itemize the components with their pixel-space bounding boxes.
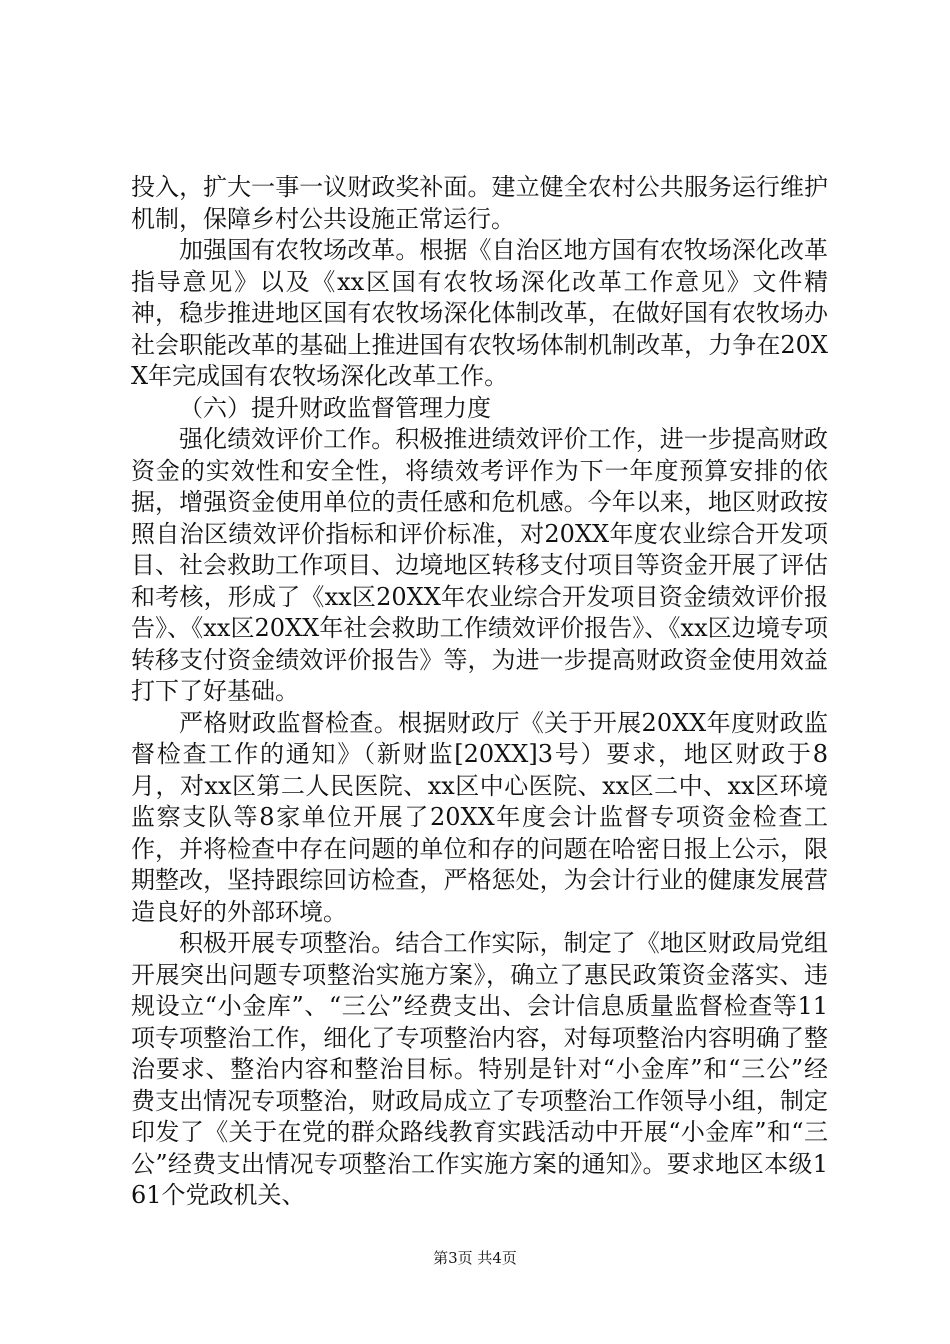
paragraph-farm-reform: 加强国有农牧场改革。根据《自治区地方国有农牧场深化改革指导意见》以及《xx区国有农牧场深化改革工作意见》文件精神，稳步推进地区国有农牧场深化体制改革，在做好国有农牧场办社会职能改革的基础上推进国有农牧场体制机制改革，力争在20XX年完成国有农牧场深化改革工作。 (131, 236, 828, 390)
page-footer: 第3页 共4页 (433, 1249, 517, 1267)
paragraph-performance-evaluation: 强化绩效评价工作。积极推进绩效评价工作，进一步提高财政资金的实效性和安全性，将绩效考评作为下一年度预算安排的依据，增强资金使用单位的责任感和危机感。今年以来，地区财政按照自治区绩效评价指标和评价标准，对20XX年度农业综合开发项目、社会救助工作项目、边境地区转移支付项目等资金开展了评估和考核，形成了《xx区20XX年农业综合开发项目资金绩效评价报告》、《xx区20XX年社会救助工作绩效评价报告》、《xx区边境专项转移支付资金绩效评价报告》等，为进一步提高财政资金使用效益打下了好基础。 (131, 425, 828, 705)
paragraph-continuation: 投入，扩大一事一议财政奖补面。建立健全农村公共服务运行维护机制，保障乡村公共设施正常运行。 (131, 173, 828, 233)
document-body (131, 172, 828, 1212)
paragraph-special-rectification: 积极开展专项整治。结合工作实际，制定了《地区财政局党组开展突出问题专项整治实施方案》，确立了惠民政策资金落实、违规设立“小金库”、“三公”经费支出、会计信息质量监督检查等11项专项整治工作，细化了专项整治内容，对每项整治内容明确了整治要求、整治内容和整治目标。特别是针对“小金库”和“三公”经费支出情况专项整治，财政局成立了专项整治工作领导小组，制定印发了《关于在党的群众路线教育实践活动中开展“小金库”和“三公”经费支出情况专项整治工作实施方案的通知》。要求地区本级161个党政机关、 (131, 929, 828, 1209)
paragraph-supervision-inspection: 严格财政监督检查。根据财政厅《关于开展20XX年度财政监督检查工作的通知》（新财监[20XX]3号）要求，地区财政于8月，对xx区第二人民医院、xx区中心医院、xx区二中、xx区环境监察支队等8家单位开展了20XX年度会计监督专项资金检查工作，并将检查中存在问题的单位和存的问题在哈密日报上公示，限期整改，坚持跟综回访检查，严格惩处，为会计行业的健康发展营造良好的外部环境。 (131, 708, 828, 926)
section-heading: （六）提升财政监督管理力度 (179, 393, 491, 422)
